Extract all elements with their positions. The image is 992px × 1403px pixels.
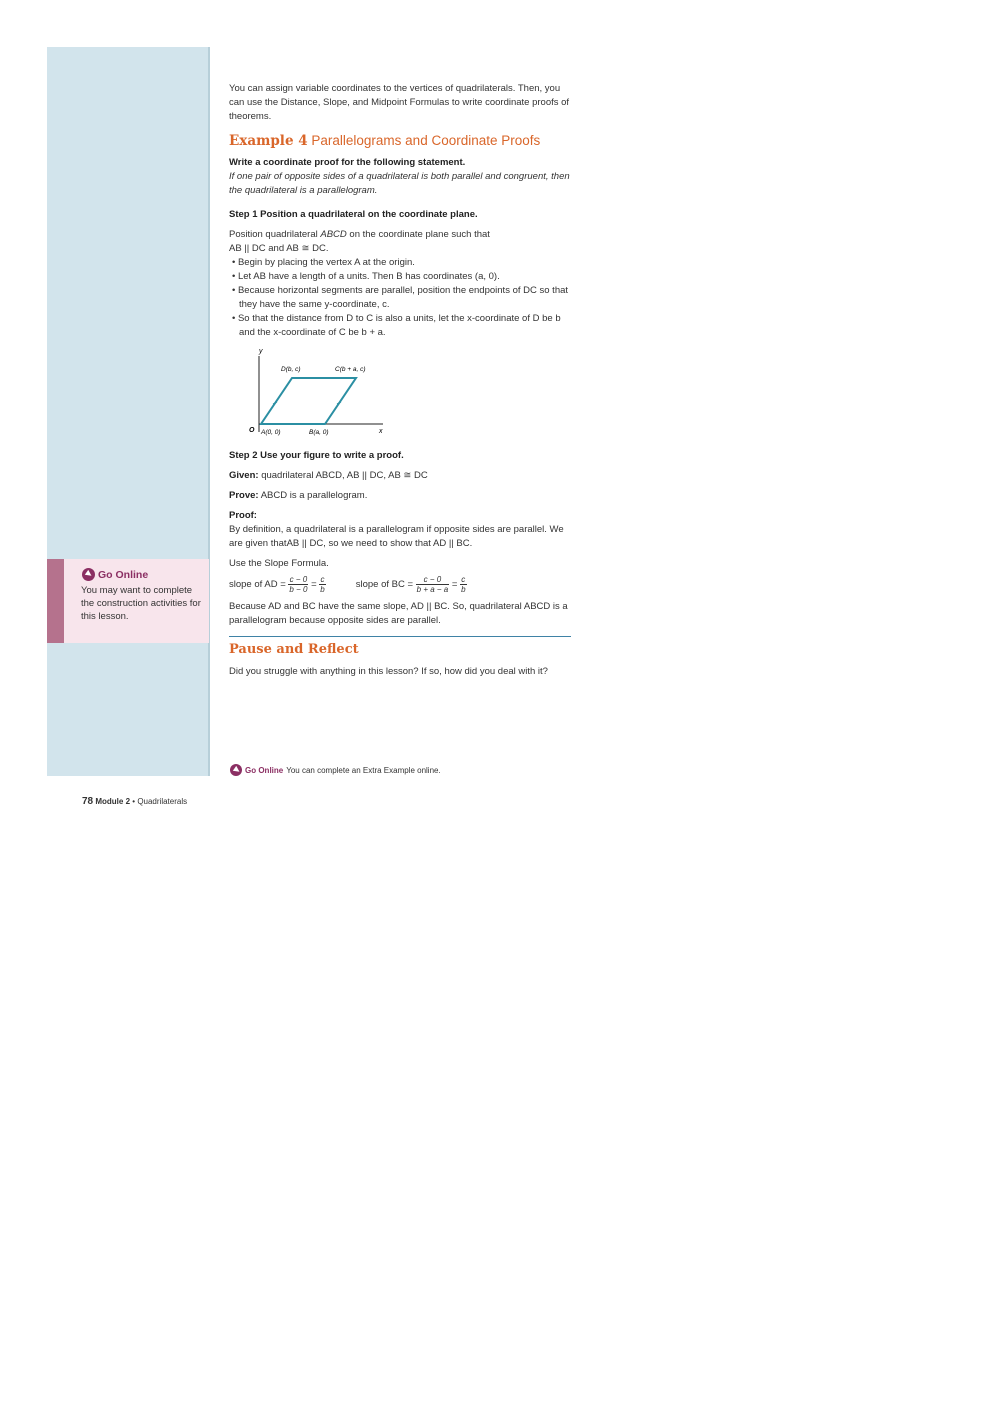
topic-label: Quadrilaterals bbox=[137, 797, 188, 806]
page-footer bbox=[82, 796, 187, 807]
bullet-item: • Begin by placing the vertex A at the origin. bbox=[232, 257, 415, 268]
example-number: Example 4 bbox=[229, 133, 308, 149]
module-label: Module 2 bbox=[95, 797, 131, 806]
prove-line: Prove: ABCD is a parallelogram. bbox=[229, 490, 368, 501]
cursor-icon bbox=[230, 764, 242, 776]
bullet-item: • So that the distance from D to C is also a units, let the x-coordinate of D be b and the x-coordinate of C be b + a. bbox=[232, 313, 561, 338]
step1-title: Step 1 Position a quadrilateral on the coordinate plane. bbox=[229, 209, 478, 220]
slope-equations bbox=[229, 575, 571, 594]
step1-text-a: Position quadrilateral bbox=[229, 229, 318, 240]
parallelogram-abcd bbox=[261, 378, 356, 424]
go-online-label: Go Online bbox=[98, 568, 149, 581]
section-divider bbox=[229, 636, 571, 637]
coordinate-graph bbox=[243, 346, 393, 436]
pause-reflect-heading: Pause and Reflect bbox=[229, 642, 359, 657]
given-line: Given: quadrilateral ABCD, AB || DC, AB ≅ DC bbox=[229, 470, 428, 481]
step1-abcd: ABCD bbox=[320, 229, 347, 240]
page-number: 78 bbox=[82, 796, 94, 807]
cursor-icon bbox=[82, 568, 95, 581]
proof-text: By definition, a quadrilateral is a parallelogram if opposite sides are parallel. We are given thatAB || DC, so we need to show that AD || BC. bbox=[229, 524, 564, 549]
step1-text-b: on the coordinate plane such that bbox=[349, 229, 490, 240]
conclusion-text: Because AD and BC have the same slope, AD || BC. So, quadrilateral ABCD is a parallelogram because opposite sides are parallel. bbox=[229, 601, 568, 626]
callout-accent-bar bbox=[47, 559, 64, 643]
proof-label: Proof: bbox=[229, 510, 257, 521]
step2-title: Step 2 Use your figure to write a proof. bbox=[229, 450, 404, 461]
origin-label: O bbox=[249, 427, 255, 434]
step1-text bbox=[229, 228, 571, 242]
example-heading bbox=[229, 134, 571, 148]
main-content bbox=[229, 82, 571, 679]
extra-example-link[interactable] bbox=[230, 764, 441, 776]
sidebar-panel bbox=[47, 47, 209, 776]
pause-reflect-text: Did you struggle with anything in this lesson? If so, how did you deal with it? bbox=[229, 666, 548, 677]
bullet-item: • Because horizontal segments are parallel, position the endpoints of DC so that they have the same y-coordinate, c. bbox=[232, 285, 569, 310]
point-c-label: C(b + a, c) bbox=[335, 366, 366, 373]
y-axis-label: y bbox=[259, 348, 263, 355]
step1-relation: AB || DC and AB ≅ DC. bbox=[229, 243, 329, 254]
go-online-link[interactable] bbox=[82, 568, 148, 581]
point-d-label: D(b, c) bbox=[281, 366, 301, 373]
bullet-item: • Let AB have a length of a units. Then B has coordinates (a, 0). bbox=[232, 271, 500, 282]
go-online-text: You may want to complete the construction activities for this lesson. bbox=[81, 585, 201, 622]
point-a-label: A(0, 0) bbox=[261, 429, 281, 436]
statement-text: If one pair of opposite sides of a quadrilateral is both parallel and congruent, then the quadrilateral is a parallelogram. bbox=[229, 171, 570, 196]
footer-go-online-label: Go Online bbox=[245, 765, 284, 775]
intro-paragraph: You can assign variable coordinates to the vertices of quadrilaterals. Then, you can use the Distance, Slope, and Midpoint Formulas to write coordinate proofs of theorems. bbox=[229, 83, 570, 122]
task-text: Write a coordinate proof for the following statement. bbox=[229, 157, 466, 168]
point-b-label: B(a, 0) bbox=[309, 429, 329, 436]
slope-bc-equation: slope of BC = $\frac{c - 0}{b + a - a}$ = $\frac{c}{b}$ bbox=[355, 575, 466, 594]
footer-online-text: You can complete an Extra Example online. bbox=[286, 765, 441, 775]
footer-separator: • bbox=[132, 797, 136, 806]
sidebar-divider bbox=[208, 47, 210, 776]
x-axis-label: x bbox=[379, 428, 383, 435]
example-title: Parallelograms and Coordinate Proofs bbox=[311, 133, 541, 148]
slope-ad-equation: slope of AD = $\frac{c - 0}{b - 0}$ = $\frac{c}{b}$ bbox=[229, 575, 325, 594]
slope-formula-text: Use the Slope Formula. bbox=[229, 558, 329, 569]
